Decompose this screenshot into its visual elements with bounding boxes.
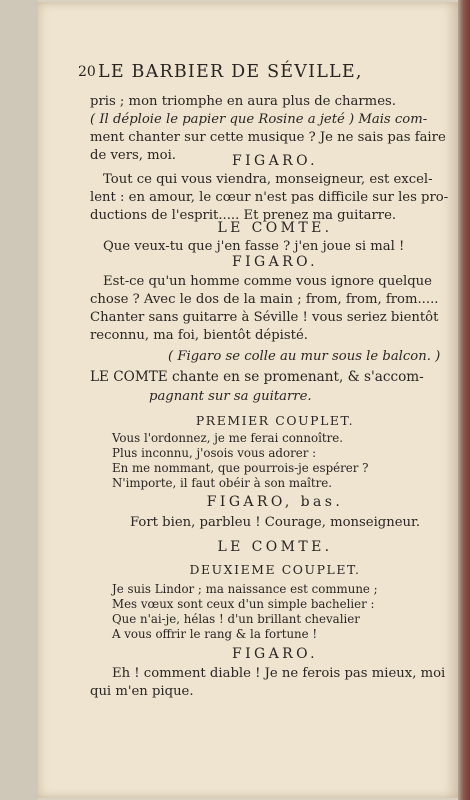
text-line: Eh ! comment diable ! Je ne ferois pas mieux, moi <box>112 666 446 681</box>
verse-line: Je suis Lindor ; ma naissance est commune ; <box>112 582 378 596</box>
text-line: chose ? Avec le dos de la main ; from, from, from..... <box>90 292 439 307</box>
text-line: Que veux-tu que j'en fasse ? j'en joue si mal ! <box>103 239 405 254</box>
background-left <box>0 0 38 800</box>
stage-direction: ( Il déploie le papier que Rosine a jeté ) Mais com- <box>90 112 428 127</box>
stage-direction: ( Figaro se colle au mur sous le balcon. ) <box>168 349 441 364</box>
text-line: pris ; mon triomphe en aura plus de charmes. <box>90 94 396 109</box>
stage-direction: pagnant sur sa guitarre. <box>149 389 312 404</box>
text-line: ductions de l'esprit..... Et prenez ma guitarre. <box>90 208 397 223</box>
song-heading: DEUXIEME COUPLET. <box>189 562 361 577</box>
speaker-name: FIGARO. <box>232 646 318 662</box>
text-line: ment chanter sur cette musique ? Je ne sais pas faire <box>90 130 446 145</box>
text-line: qui m'en pique. <box>90 684 194 699</box>
verse-line: A vous offrir le rang & la fortune ! <box>112 627 318 641</box>
stage-direction: LE COMTE chante en se promenant, & s'accom- <box>90 369 424 385</box>
verse-line: Que n'ai-je, hélas ! d'un brillant chevalier <box>112 612 360 626</box>
speaker-name: FIGARO. <box>232 153 318 169</box>
song-heading: PREMIER COUPLET. <box>195 413 355 428</box>
verse-line: En me nommant, que pourrois-je espérer ? <box>112 461 369 475</box>
verse-line: Plus inconnu, j'osois vous adorer : <box>112 446 317 460</box>
text-line: lent : en amour, le cœur n'est pas difficile sur les pro- <box>90 190 449 205</box>
page-number: 20 <box>78 64 96 80</box>
text-line: Chanter sans guitarre à Séville ! vous seriez bientôt <box>90 310 439 325</box>
running-title: LE BARBIER DE SÉVILLE, <box>98 62 363 82</box>
verse-line: N'importe, il faut obéir à son maître. <box>112 476 333 490</box>
running-header <box>78 62 450 86</box>
speaker-name: FIGARO, bas. <box>206 494 344 510</box>
binding-edge <box>458 0 470 800</box>
text-line: de vers, moi. <box>90 148 177 163</box>
text-line: Tout ce qui vous viendra, monseigneur, est excel- <box>103 172 433 187</box>
verse-line: Vous l'ordonnez, je me ferai connoître. <box>112 431 343 445</box>
verse-line: Mes vœux sont ceux d'un simple bachelier : <box>112 597 375 611</box>
speaker-name: LE COMTE. <box>217 220 333 236</box>
text-line: reconnu, ma foi, bientôt dépisté. <box>90 328 308 343</box>
text-line: Est-ce qu'un homme comme vous ignore quelque <box>103 274 432 289</box>
speaker-name: LE COMTE. <box>217 539 333 555</box>
text-line: Fort bien, parbleu ! Courage, monseigneur. <box>130 515 421 530</box>
speaker-name: FIGARO. <box>232 254 318 270</box>
